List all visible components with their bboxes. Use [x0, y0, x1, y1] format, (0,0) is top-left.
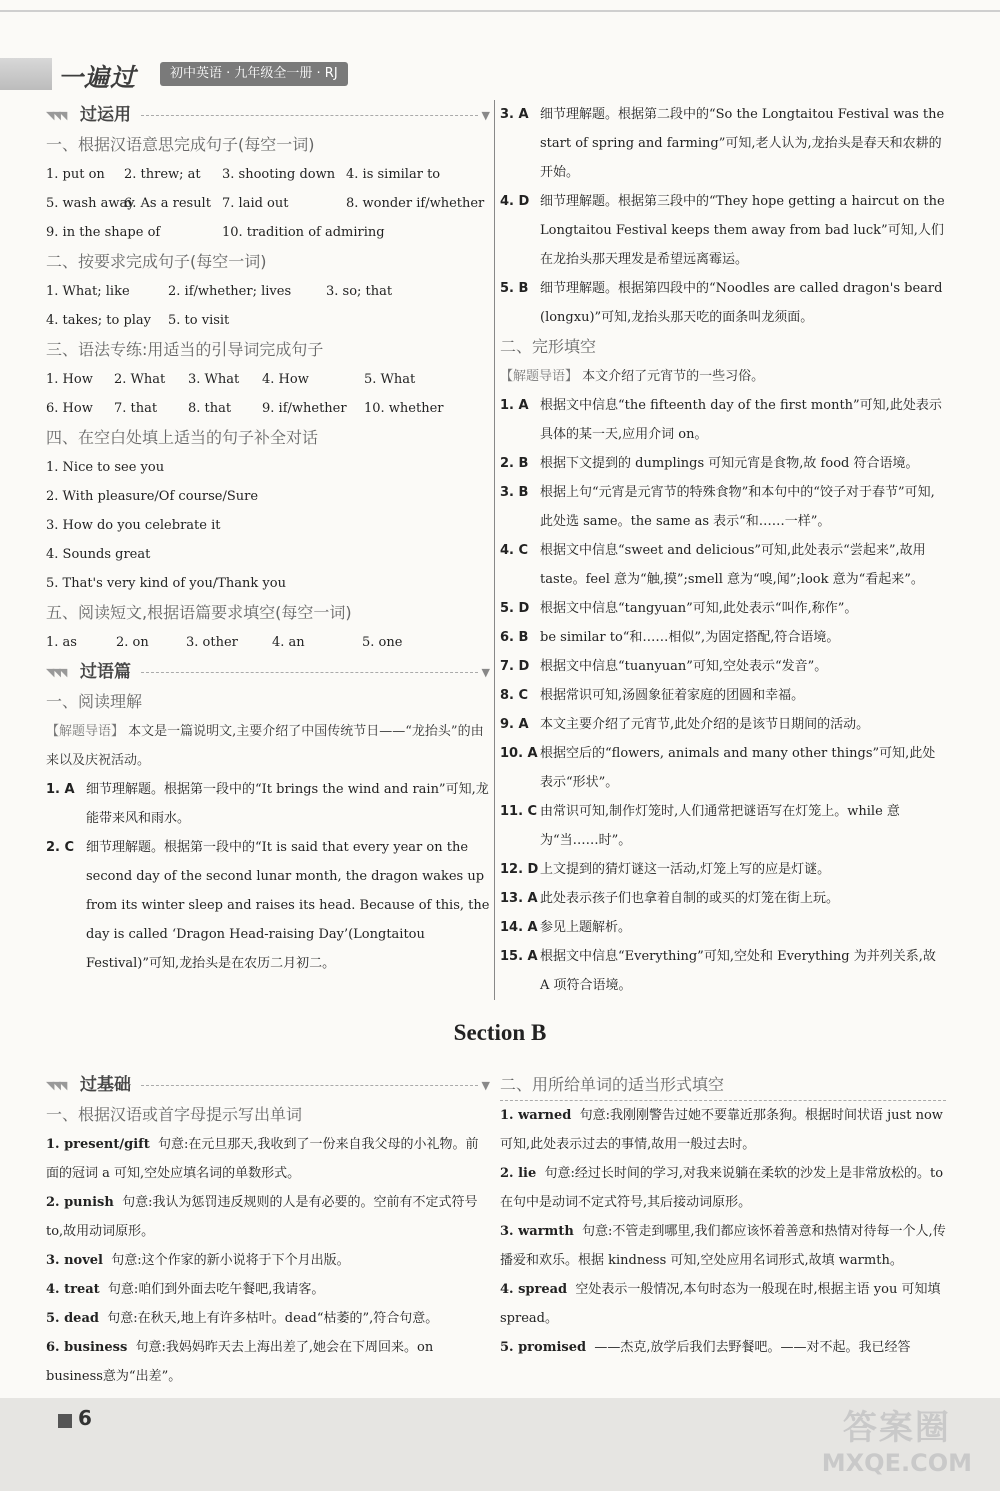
answer-item: 11. C 由常识可知,制作灯笼时,人们通常把谜语写在灯笼上。while 意为“当……时”。 [500, 804, 900, 848]
answer-row: 4. takes; to play 5. to visit [46, 313, 230, 328]
top-rule [0, 10, 1000, 12]
answer-item: 4. treat 句意:咱们到外面去吃午餐吧,我请客。 [46, 1282, 325, 1297]
answer-item: 4. spread 空处表示一般情况,本句时态为一般现在时,根据主语 you 可知填 spread。 [500, 1282, 941, 1326]
answer-item: 13. A 此处表示孩子们也拿着自制的或买的灯笼在街上玩。 [500, 891, 840, 906]
answer-item: 2. B 根据下文提到的 dumplings 可知元宵是食物,故 food 符合语境。 [500, 456, 919, 471]
solution-guide: 【解题导语】 本文介绍了元宵节的一些习俗。 [500, 369, 765, 384]
part-4-heading: 四、在空白处填上适当的句子补全对话 [46, 428, 319, 447]
answer-row: 1. What; like 2. if/whether; lives 3. so; that [46, 284, 393, 299]
arrow-icon: ▼ [481, 665, 490, 679]
page-header [0, 58, 400, 90]
answer-item: 4. C 根据文中信息“sweet and delicious”可知,此处表示“尝起来”,故用 taste。feel 意为“触,摸”;smell 意为“嗅,闻”;look 意为“看起来”。 [500, 543, 926, 587]
answer-row: 5. That's very kind of you/Thank you [46, 576, 286, 591]
answer-row: 4. Sounds great [46, 547, 151, 562]
answer-item: 4. D 细节理解题。根据第三段中的“They hope getting a haircut on the Longtaitou Festival keeps them away from bad luck”可知,人们在龙抬头那天理发是希望远离霉运。 [500, 194, 945, 267]
answer-row: 1. How 2. What 3. What 4. How 5. What [46, 372, 416, 387]
answer-item: 5. promised ——杰克,放学后我们去野餐吧。——对不起。我已经答 [500, 1340, 911, 1355]
part-5-heading: 五、阅读短文,根据语篇要求填空(每空一词) [46, 603, 352, 622]
reading-heading: 一、阅读理解 [46, 692, 143, 711]
section-b-title: Section B [453, 1020, 547, 1045]
answer-item: 5. B 细节理解题。根据第四段中的“Noodles are called dragon's beard (longxu)”可知,龙抬头那天吃的面条叫龙须面。 [500, 281, 943, 325]
answer-item: 3. novel 句意:这个作家的新小说将于下个月出版。 [46, 1253, 350, 1268]
watermark-logo: 答案圈 MXQE.COM [821, 1408, 972, 1477]
answer-item: 5. dead 句意:在秋天,地上有许多枯叶。dead“枯萎的”,符合句意。 [46, 1311, 439, 1326]
answer-row: 5. wash away 6. As a result 7. laid out 8. wonder if/whether [46, 196, 485, 211]
answer-item: 6. B be similar to“和……相似”,为固定搭配,符合语境。 [500, 630, 840, 645]
book-logo: 一遍过 [58, 63, 137, 92]
answer-item: 5. D 根据文中信息“tangyuan”可知,此处表示“叫作,称作”。 [500, 601, 858, 616]
column-divider [494, 100, 495, 1000]
cloze-heading: 二、完形填空 [500, 337, 597, 356]
answer-row: 1. as 2. on 3. other 4. an 5. one [46, 635, 403, 650]
wing-icon: ◥◥◥ [46, 1078, 66, 1092]
answer-item: 1. warned 句意:我刚刚警告过她不要靠近那条狗。根据时间状语 just now 可知,此处表示过去的事情,故用一般过去时。 [500, 1108, 943, 1152]
arrow-icon: ▼ [481, 1078, 490, 1092]
part-3-heading: 三、语法专练:用适当的引导词完成句子 [46, 340, 324, 359]
answer-item: 1. A 根据文中信息“the fifteenth day of the first month”可知,此处表示具体的某一天,应用介词 on。 [500, 398, 942, 442]
answer-item: 2. punish 句意:我认为惩罚违反规则的人是有必要的。空前有不定式符号 to,故用动词原形。 [46, 1195, 478, 1239]
answer-row: 2. With pleasure/Of course/Sure [46, 489, 259, 504]
page-marker-icon [58, 1414, 72, 1428]
answer-item: 3. B 根据上句“元宵是元宵节的特殊食物”和本句中的“饺子对于春节”可知,此处选 same。the same as 表示“和……一样”。 [500, 485, 935, 529]
answer-item: 2. C 细节理解题。根据第一段中的“It is said that every year on the second day of the second lunar month, the dragon wakes up from its winter sleep and raises its head. Because of this, the day is called ‘Dragon Head-raising Day’(Longtaitou Festival)”可知,龙抬头是在农历二月初二。 [46, 840, 490, 971]
wing-icon: ◥◥◥ [46, 665, 66, 679]
answer-item: 1. A 细节理解题。根据第一段中的“It brings the wind and rain”可知,龙能带来风和雨水。 [46, 782, 489, 826]
right-column [500, 100, 946, 1000]
page-number: 6 [78, 1406, 92, 1430]
answer-item: 1. present/gift 句意:在元旦那天,我收到了一份来自我父母的小礼物。前面的冠词 a 可知,空处应填名词的单数形式。 [46, 1137, 479, 1181]
answer-item: 10. A 根据空后的“flowers, animals and many other things”可知,此处表示“形状”。 [500, 746, 936, 790]
answer-row: 1. put on 2. threw; at 3. shooting down 4. is similar to [46, 167, 441, 182]
words-heading: 一、根据汉语或首字母提示写出单词 [46, 1105, 303, 1124]
section-title-usage: ◥◥◥ 过运用 ▼ [46, 100, 490, 130]
word-forms-heading: 二、用所给单词的适当形式填空 [500, 1070, 946, 1101]
answer-item: 14. A 参见上题解析。 [500, 920, 632, 935]
section-b-right-column [500, 1070, 946, 1362]
left-column [46, 100, 490, 978]
part-1-heading: 一、根据汉语意思完成句子(每空一词) [46, 135, 315, 154]
answer-item: 2. lie 句意:经过长时间的学习,对我来说躺在柔软的沙发上是非常放松的。to 在句中是动词不定式符号,其后接动词原形。 [500, 1166, 944, 1210]
answer-row: 1. Nice to see you [46, 460, 165, 475]
wing-icon: ◥◥◥ [46, 108, 66, 122]
answer-item: 8. C 根据常识可知,汤圆象征着家庭的团圆和幸福。 [500, 688, 805, 703]
answer-item: 9. A 本文主要介绍了元宵节,此处介绍的是该节日期间的活动。 [500, 717, 870, 732]
section-title-basics: ◥◥◥ 过基础 ▼ [46, 1070, 490, 1100]
part-2-heading: 二、按要求完成句子(每空一词) [46, 252, 267, 271]
answer-row: 3. How do you celebrate it [46, 518, 221, 533]
answer-row: 9. in the shape of 10. tradition of admiring [46, 225, 385, 240]
answer-item: 15. A 根据文中信息“Everything”可知,空处和 Everything 为并列关系,故 A 项符合语境。 [500, 949, 936, 993]
answer-item: 3. warmth 句意:不管走到哪里,我们都应该怀着善意和热情对待每一个人,传播爱和欢乐。根据 kindness 可知,空处应用名词形式,故填 warmth。 [500, 1224, 946, 1268]
solution-guide: 【解题导语】 本文是一篇说明文,主要介绍了中国传统节日——“龙抬头”的由来以及庆祝活动。 [46, 724, 484, 768]
subject-badge: 初中英语 · 九年级全一册 · RJ [160, 62, 348, 86]
answer-item: 6. business 句意:我妈妈昨天去上海出差了,她会在下周回来。on business意为“出差”。 [46, 1340, 434, 1384]
answer-item: 3. A 细节理解题。根据第二段中的“So the Longtaitou Festival was the start of spring and farming”可知,老人认为,龙抬头是春天和农耕的开始。 [500, 107, 945, 180]
answer-item: 7. D 根据文中信息“tuanyuan”可知,空处表示“发音”。 [500, 659, 828, 674]
answer-row: 6. How 7. that 8. that 9. if/whether 10. whether [46, 401, 444, 416]
arrow-icon: ▼ [481, 108, 490, 122]
section-b-left-column [46, 1070, 490, 1391]
answer-item: 12. D 上文提到的猜灯谜这一活动,灯笼上写的应是灯谜。 [500, 862, 831, 877]
header-tab [0, 58, 52, 90]
section-title-passage: ◥◥◥ 过语篇 ▼ [46, 657, 490, 687]
